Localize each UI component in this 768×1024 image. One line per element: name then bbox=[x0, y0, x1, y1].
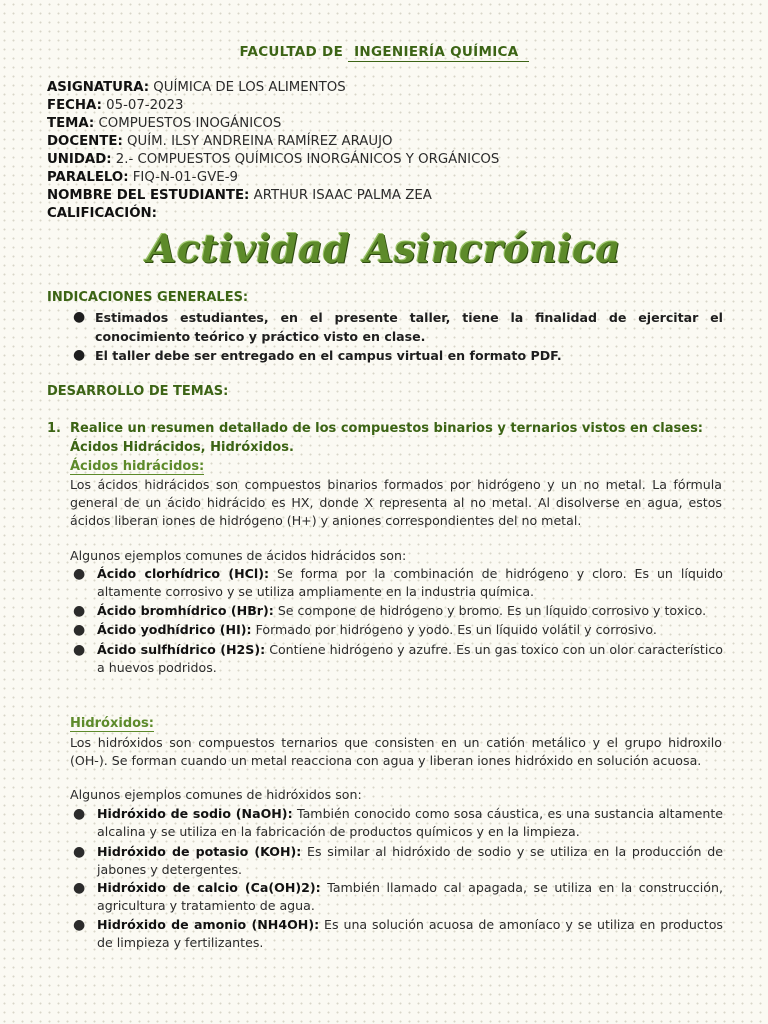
faculty-header bbox=[0, 44, 768, 62]
info-row-calificacion bbox=[47, 205, 499, 223]
info-label: NOMBRE DEL ESTUDIANTE: bbox=[47, 188, 250, 203]
indicaciones-bullet bbox=[73, 308, 723, 346]
bullet-icon: ● bbox=[73, 347, 86, 363]
item-name: Hidróxido de sodio (NaOH): bbox=[97, 806, 293, 821]
info-label: CALIFICACIÓN: bbox=[47, 206, 158, 221]
info-row-unidad bbox=[47, 151, 499, 169]
bullet-icon: ● bbox=[73, 622, 86, 638]
question bbox=[47, 419, 750, 457]
info-label: PARALELO: bbox=[47, 170, 129, 185]
item-desc: Formado por hidrógeno y yodo. Es un líquido volátil y corrosivo. bbox=[251, 622, 657, 637]
question-number: 1. bbox=[47, 421, 61, 436]
list-item bbox=[73, 641, 723, 677]
list-item bbox=[73, 879, 723, 915]
item-desc: Es similar al hidróxido de sodio y se utiliza en la producción de jabones y detergentes. bbox=[97, 844, 723, 877]
faculty-name: INGENIERÍA QUÍMICA bbox=[348, 44, 528, 62]
acidos-intro: Los ácidos hidrácidos son compuestos binarios formados por hidrógeno y un no metal. La fórmula general de un ácido hidrácido es HX, donde X representa al no metal. Al disolverse en agua, estos ácidos liberan iones de hidrógeno (H+) y aniones correspondientes del no metal. bbox=[70, 477, 722, 528]
item-name: Ácido sulfhídrico (H2S): bbox=[97, 642, 266, 657]
desarrollo-heading: DESARROLLO DE TEMAS: bbox=[47, 384, 229, 399]
hidroxidos-heading bbox=[70, 716, 154, 731]
item-name: Ácido bromhídrico (HBr): bbox=[97, 603, 274, 618]
info-row-paralelo bbox=[47, 169, 499, 187]
item-name: Hidróxido de calcio (Ca(OH)2): bbox=[97, 880, 321, 895]
info-label: TEMA: bbox=[47, 116, 95, 131]
bullet-icon: ● bbox=[73, 603, 86, 619]
info-label: FECHA: bbox=[47, 98, 102, 113]
hidroxidos-examples-intro: Algunos ejemplos comunes de hidróxidos son: bbox=[70, 787, 362, 802]
bullet-icon: ● bbox=[73, 309, 86, 325]
bullet-icon: ● bbox=[73, 806, 86, 822]
item-desc: También conocido como sosa cáustica, es una sustancia altamente alcalina y se utiliza en la fabricación de productos químicos y en la limpieza. bbox=[97, 806, 724, 839]
info-label: UNIDAD: bbox=[47, 152, 112, 167]
bullet-icon: ● bbox=[73, 880, 86, 896]
info-row-fecha bbox=[47, 97, 499, 115]
info-block bbox=[47, 79, 499, 223]
info-value: ARTHUR ISAAC PALMA ZEA bbox=[249, 188, 432, 203]
info-value: QUÍM. ILSY ANDREINA RAMÍREZ ARAUJO bbox=[122, 134, 393, 149]
indicaciones-bullet bbox=[73, 346, 723, 365]
item-desc: Se compone de hidrógeno y bromo. Es un líquido corrosivo y toxico. bbox=[273, 603, 707, 618]
bullet-text: Estimados estudiantes, en el presente taller, tiene la finalidad de ejercitar el conocimiento teórico y práctico visto en clase. bbox=[95, 310, 723, 344]
list-item bbox=[73, 916, 723, 952]
indicaciones-heading: INDICACIONES GENERALES: bbox=[47, 290, 249, 305]
acidos-heading-text: Ácidos hidrácidos: bbox=[70, 459, 205, 474]
item-desc: Contiene hidrógeno y azufre. Es un gas toxico con un olor característico a huevos podridos. bbox=[97, 642, 723, 675]
acidos-examples-intro: Algunos ejemplos comunes de ácidos hidrácidos son: bbox=[70, 548, 407, 563]
faculty-prefix: FACULTAD DE bbox=[239, 44, 344, 60]
info-value: FIQ-N-01-GVE-9 bbox=[128, 170, 238, 185]
info-row-docente bbox=[47, 133, 499, 151]
bullet-icon: ● bbox=[73, 844, 86, 860]
item-name: Hidróxido de potasio (KOH): bbox=[97, 844, 302, 859]
list-item bbox=[73, 602, 723, 620]
info-label: DOCENTE: bbox=[47, 134, 123, 149]
info-row-asignatura bbox=[47, 79, 499, 97]
hidroxidos-intro: Los hidróxidos son compuestos ternarios que consisten en un catión metálico y el grupo hidroxilo (OH-). Se forman cuando un metal reacciona con agua y liberan iones hidróxido en solución acuosa. bbox=[70, 735, 722, 768]
info-value: COMPUESTOS INOGÁNICOS bbox=[94, 116, 282, 131]
info-value: 05-07-2023 bbox=[101, 98, 184, 113]
list-item bbox=[73, 621, 723, 639]
question-text: Realice un resumen detallado de los compuestos binarios y ternarios vistos en clases: Ácidos Hidrácidos, Hidróxidos. bbox=[70, 421, 704, 455]
item-desc: Es una solución acuosa de amoníaco y se utiliza en productos de limpieza y fertilizantes. bbox=[97, 917, 723, 950]
bullet-text: El taller debe ser entregado en el campus virtual en formato PDF. bbox=[95, 348, 562, 363]
bullet-icon: ● bbox=[73, 642, 86, 658]
hidroxidos-heading-text: Hidróxidos: bbox=[70, 716, 154, 731]
item-name: Ácido clorhídrico (HCl): bbox=[97, 566, 270, 581]
list-item bbox=[73, 843, 723, 879]
list-item bbox=[73, 805, 723, 841]
acidos-heading bbox=[70, 459, 204, 474]
info-row-tema bbox=[47, 115, 499, 133]
info-label: ASIGNATURA: bbox=[47, 80, 150, 95]
info-value: QUÍMICA DE LOS ALIMENTOS bbox=[149, 80, 346, 95]
item-name: Ácido yodhídrico (HI): bbox=[97, 622, 252, 637]
list-item bbox=[73, 565, 723, 601]
info-value: 2.- COMPUESTOS QUÍMICOS INORGÁNICOS Y ORGÁNICOS bbox=[111, 152, 500, 167]
page-title: Actividad Asincrónica bbox=[147, 226, 621, 271]
item-desc: Se forma por la combinación de hidrógeno y cloro. Es un líquido altamente corrosivo y se utiliza ampliamente en la industria química. bbox=[97, 566, 724, 599]
bullet-icon: ● bbox=[73, 917, 86, 933]
item-name: Hidróxido de amonio (NH4OH): bbox=[97, 917, 320, 932]
item-desc: También llamado cal apagada, se utiliza en la construcción, agricultura y tratamiento de agua. bbox=[97, 880, 723, 913]
bullet-icon: ● bbox=[73, 566, 86, 582]
info-row-estudiante bbox=[47, 187, 499, 205]
